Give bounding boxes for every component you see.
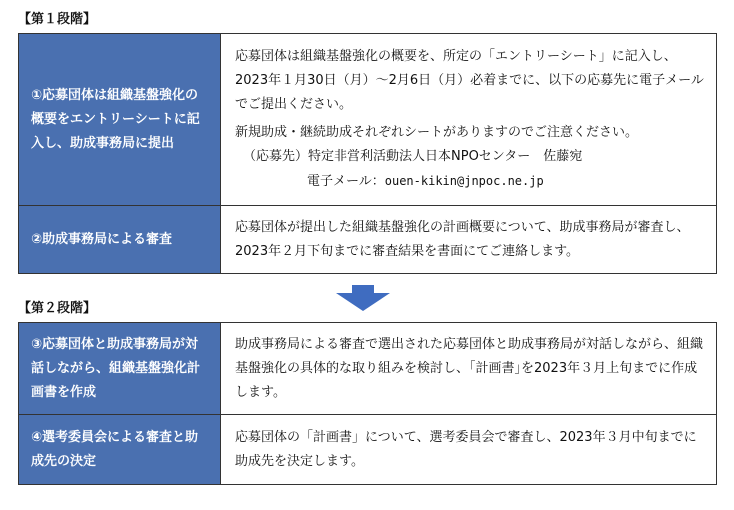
step-1-row [19,34,716,205]
step-4-body [221,415,716,484]
stage-1-table [18,33,717,274]
step-1-heading-cell [19,34,221,205]
step-4-heading: ④選考委員会による審査と助成先の決定 [31,429,199,469]
step-1-email-line [235,169,704,194]
stage-1-label: 【第１段階】 [18,12,97,27]
step-2-heading: ②助成事務局による審査 [31,231,173,247]
step-1-paragraph: 応募団体は組織基盤強化の概要を、所定の「エントリーシート」に記入し、2023年１月30日（月）～2月6日（月）必着までに、以下の応募先に電子メールでご提出ください。 [235,49,704,112]
step-2-paragraph: 応募団体が提出した組織基盤強化の計画概要について、助成事務局が審査し、2023年２月下旬までに審査結果を書面にてご連絡します。 [235,219,690,259]
step-1-body [221,34,716,205]
email-address: ouen-kikin@jnpoc.ne.jp [384,174,544,188]
step-3-paragraph: 助成事務局による審査で選出された応募団体と助成事務局が対話しながら、組織基盤強化の具体的な取り組みを検討し、｢計画書｣を2023年３月上旬までに作成します。 [235,336,704,400]
step-4-heading-cell [19,415,221,484]
step-4-row [19,414,716,484]
stage-2-label: 【第２段階】 [18,301,97,316]
step-1-heading: ①応募団体は組織基盤強化の概要をエントリーシートに記入し、助成事務局に提出 [31,87,200,151]
step-3-heading: ③応募団体と助成事務局が対話しながら、組織基盤強化計画書を作成 [31,336,201,400]
email-label: 電子メール： [307,174,385,189]
step-1-note: 新規助成・継続助成それぞれシートがありますのでご注意ください。 [235,125,639,140]
down-arrow-icon [336,285,390,311]
step-1-contact: （応募先）特定非営利活動法人日本NPOセンター 佐藤宛 [243,149,583,164]
step-3-body [221,323,716,414]
step-2-heading-cell [19,206,221,273]
step-3-row [19,323,716,414]
step-3-heading-cell [19,323,221,414]
stage-2-table [18,322,717,485]
step-4-paragraph: 応募団体の「計画書」について、選考委員会で審査し、2023年３月中旬までに助成先を決定します。 [235,429,697,469]
step-2-body [221,206,716,273]
step-2-row [19,205,716,273]
